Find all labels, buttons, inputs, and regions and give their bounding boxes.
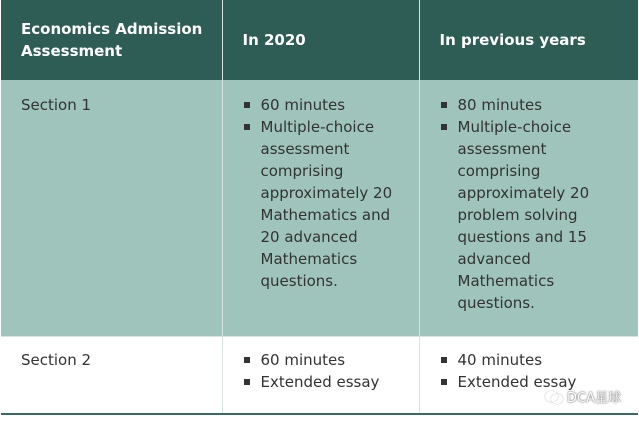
chat-bubbles-icon	[545, 390, 563, 404]
square-bullet-icon	[244, 102, 250, 108]
square-bullet-icon	[244, 379, 250, 385]
table-row	[1, 336, 638, 414]
list-item: 80 minutes	[440, 94, 629, 116]
list-item: 60 minutes	[243, 94, 409, 116]
header-cell-assessment: Economics Admission Assessment	[1, 0, 222, 80]
square-bullet-icon	[441, 102, 447, 108]
cell-section-1-2020	[222, 80, 419, 336]
list-item: Extended essay	[243, 371, 409, 393]
square-bullet-icon	[441, 124, 447, 130]
list-item: Extended essay	[440, 371, 629, 393]
watermark	[545, 387, 621, 406]
table-row	[1, 80, 638, 336]
bullet-list	[440, 94, 629, 314]
bullet-list	[440, 349, 629, 393]
square-bullet-icon	[441, 379, 447, 385]
list-item: Multiple-choice assessment comprising approximately 20 problem solving questions and 15 advanced Mathematics questions.	[440, 116, 629, 314]
square-bullet-icon	[244, 357, 250, 363]
bullet-list	[243, 349, 409, 393]
watermark-text: DCA星球	[567, 391, 621, 406]
table-header-row	[1, 0, 638, 80]
list-item: 40 minutes	[440, 349, 629, 371]
cell-section-1-previous	[419, 80, 638, 336]
bullet-list	[243, 94, 409, 292]
square-bullet-icon	[441, 357, 447, 363]
row-label-section-1: Section 1	[1, 80, 222, 336]
cell-section-2-2020	[222, 336, 419, 414]
list-item: Multiple-choice assessment comprising approximately 20 Mathematics and 20 advanced Mathematics questions.	[243, 116, 409, 292]
row-label-section-2: Section 2	[1, 336, 222, 414]
header-cell-2020: In 2020	[222, 0, 419, 80]
list-item: 60 minutes	[243, 349, 409, 371]
square-bullet-icon	[244, 124, 250, 130]
header-cell-previous-years: In previous years	[419, 0, 638, 80]
assessment-comparison-table	[1, 0, 638, 415]
